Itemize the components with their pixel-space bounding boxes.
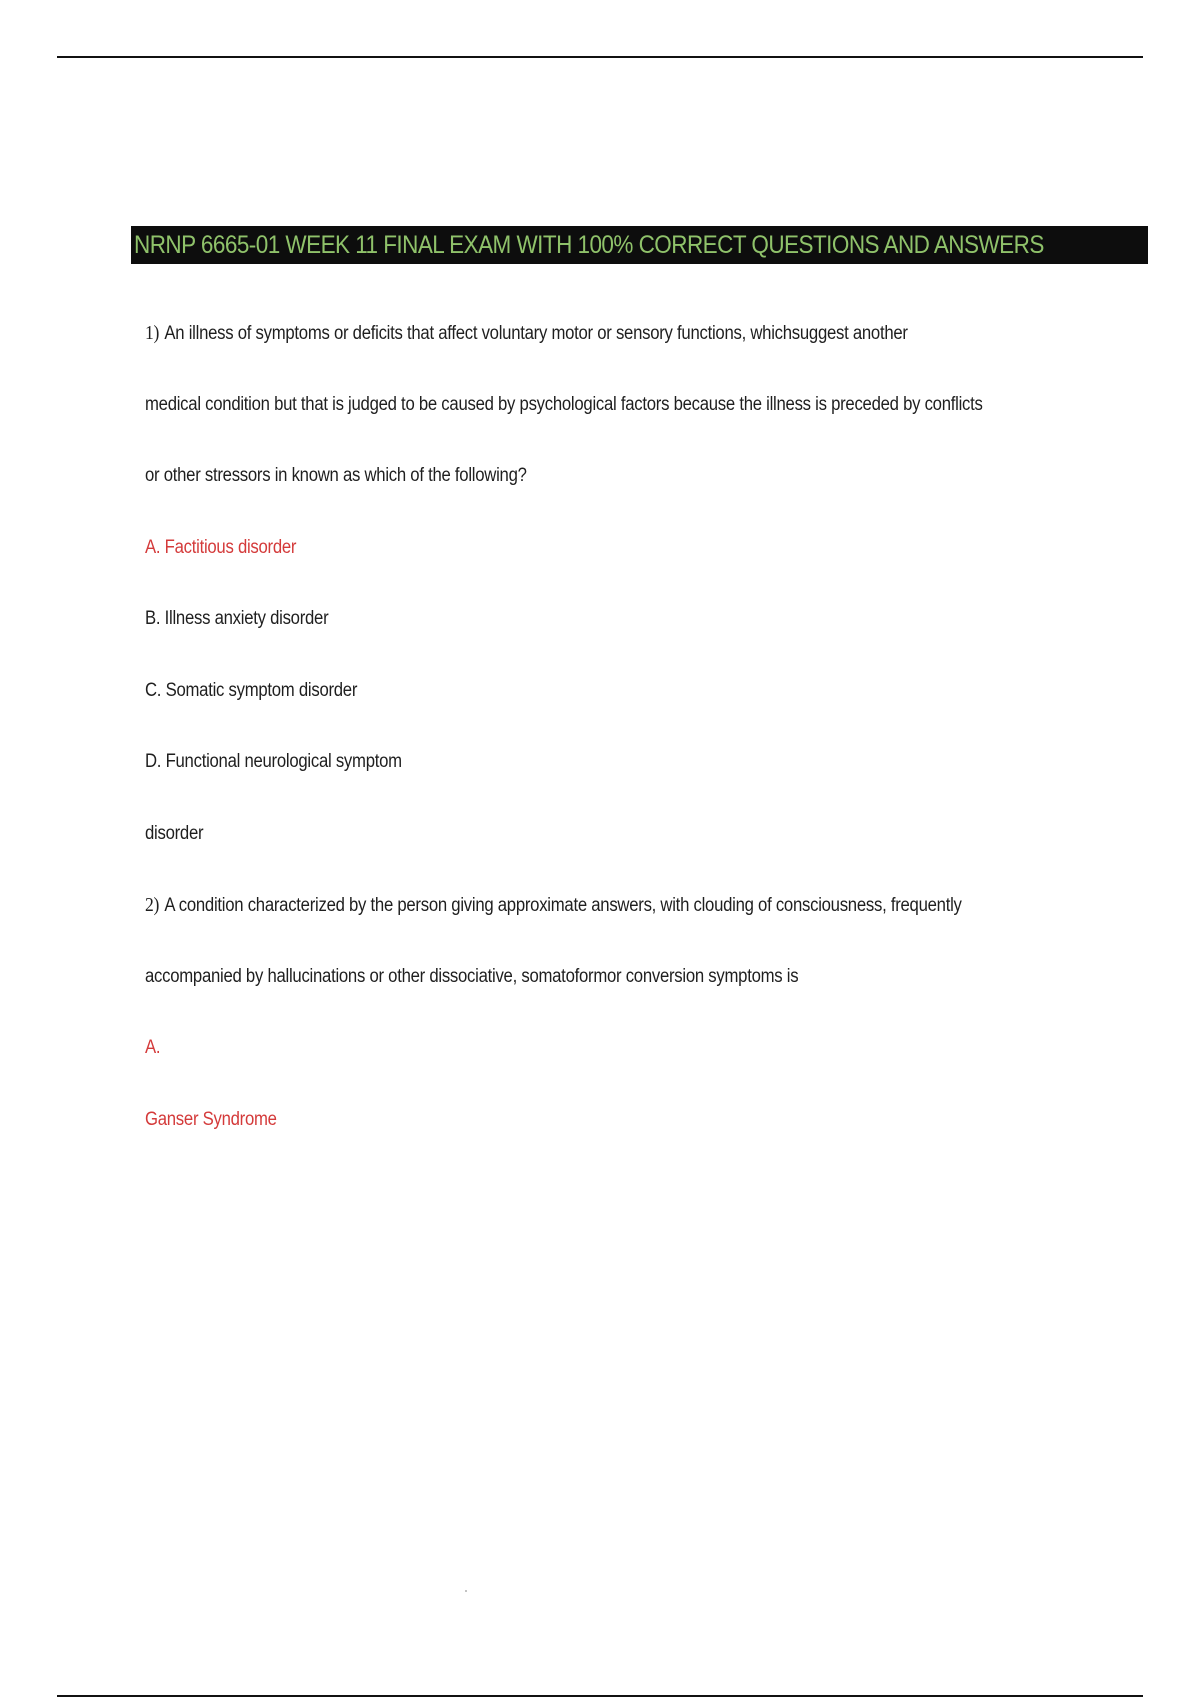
question-2-line-2 [145, 962, 1065, 1034]
answer-option: D. Functional neurological symptom [145, 751, 402, 772]
question-2-line-1 [145, 890, 1065, 962]
question-2-text: accompanied by hallucinations or other dissociative, somatoformor conversion symptoms is [145, 965, 799, 987]
question-1-option-c [145, 676, 1065, 748]
answer-option-correct: A. Factitious disorder [145, 536, 297, 558]
stray-dot [465, 1590, 467, 1592]
question-1-option-d [145, 747, 1065, 819]
question-1-line-3 [145, 461, 1065, 533]
answer-option: B. Illness anxiety disorder [145, 608, 329, 629]
header-rule [57, 56, 1143, 58]
answer-option-correct: Ganser Syndrome [145, 1108, 277, 1130]
question-1-text: medical condition but that is judged to be caused by psychological factors because the illness is preceded by conflicts [145, 393, 983, 415]
question-1-option-b [145, 604, 1065, 676]
question-2-option-a [145, 1033, 1065, 1105]
question-1-line-1 [145, 318, 1065, 390]
exam-content [145, 318, 1065, 1176]
answer-option: C. Somatic symptom disorder [145, 679, 358, 701]
title-bar [131, 226, 1148, 264]
question-1-option-a [145, 533, 1065, 605]
question-1-text: An illness of symptoms or deficits that affect voluntary motor or sensory functions, whichsuggest another [164, 323, 908, 344]
answer-option: disorder [145, 822, 204, 844]
answer-option-correct: A. [145, 1037, 161, 1058]
question-1-number: 1) [145, 322, 160, 344]
question-2-answer [145, 1105, 1065, 1177]
document-title: NRNP 6665-01 WEEK 11 FINAL EXAM WITH 100% CORRECT QUESTIONS AND ANSWERS [134, 230, 1044, 259]
question-1-option-d-cont [145, 819, 1065, 891]
footer-rule [57, 1695, 1143, 1697]
question-2-number: 2) [145, 894, 160, 916]
question-1-text: or other stressors in known as which of the following? [145, 465, 527, 486]
question-2-text: A condition characterized by the person giving approximate answers, with clouding of consciousness, frequently [164, 895, 962, 916]
question-1-line-2 [145, 390, 1065, 462]
